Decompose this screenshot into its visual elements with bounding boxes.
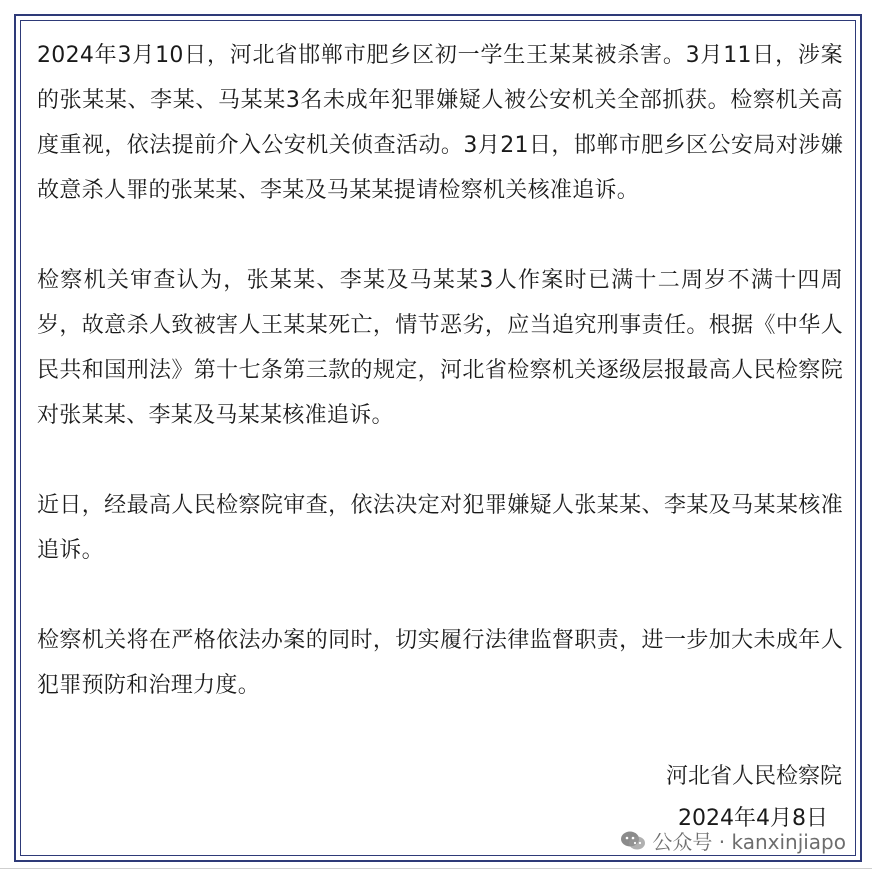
paragraph-4: 检察机关将在严格依法办案的同时，切实履行法律监督职责，进一步加大未成年人犯罪预防和治理力度。: [37, 628, 843, 698]
paragraph-2: 检察机关审查认为，张某某、李某及马某某3人作案时已满十二周岁不满十四周岁，故意杀人致被害人王某某死亡，情节恶劣，应当追究刑事责任。根据《中华人民共和国刑法》第十七条第三款的规定，河北省检察机关逐级层报最高人民检察院对张某某、李某及马某某核准追诉。: [37, 268, 843, 428]
signature-date: 2024年4月8日: [678, 806, 828, 831]
document-body: [37, 33, 843, 753]
wechat-icon: [620, 830, 646, 852]
bottom-divider: [0, 868, 872, 869]
paragraph-1: 2024年3月10日，河北省邯郸市肥乡区初一学生王某某被杀害。3月11日，涉案的张某某、李某、马某某3名未成年犯罪嫌疑人被公安机关全部抓获。检察机关高度重视，依法提前介入公安机关侦查活动。3月21日，邯郸市肥乡区公安局对涉嫌故意杀人罪的张某某、李某及马某某提请检察机关核准追诉。: [37, 43, 843, 203]
watermark-text: 公众号 · kanxinjiapo: [652, 830, 846, 854]
signature-organization: 河北省人民检察院: [665, 764, 842, 789]
watermark: [620, 826, 846, 855]
paragraph-3: 近日，经最高人民检察院审查，依法决定对犯罪嫌疑人张某某、李某及马某某核准追诉。: [37, 493, 843, 563]
